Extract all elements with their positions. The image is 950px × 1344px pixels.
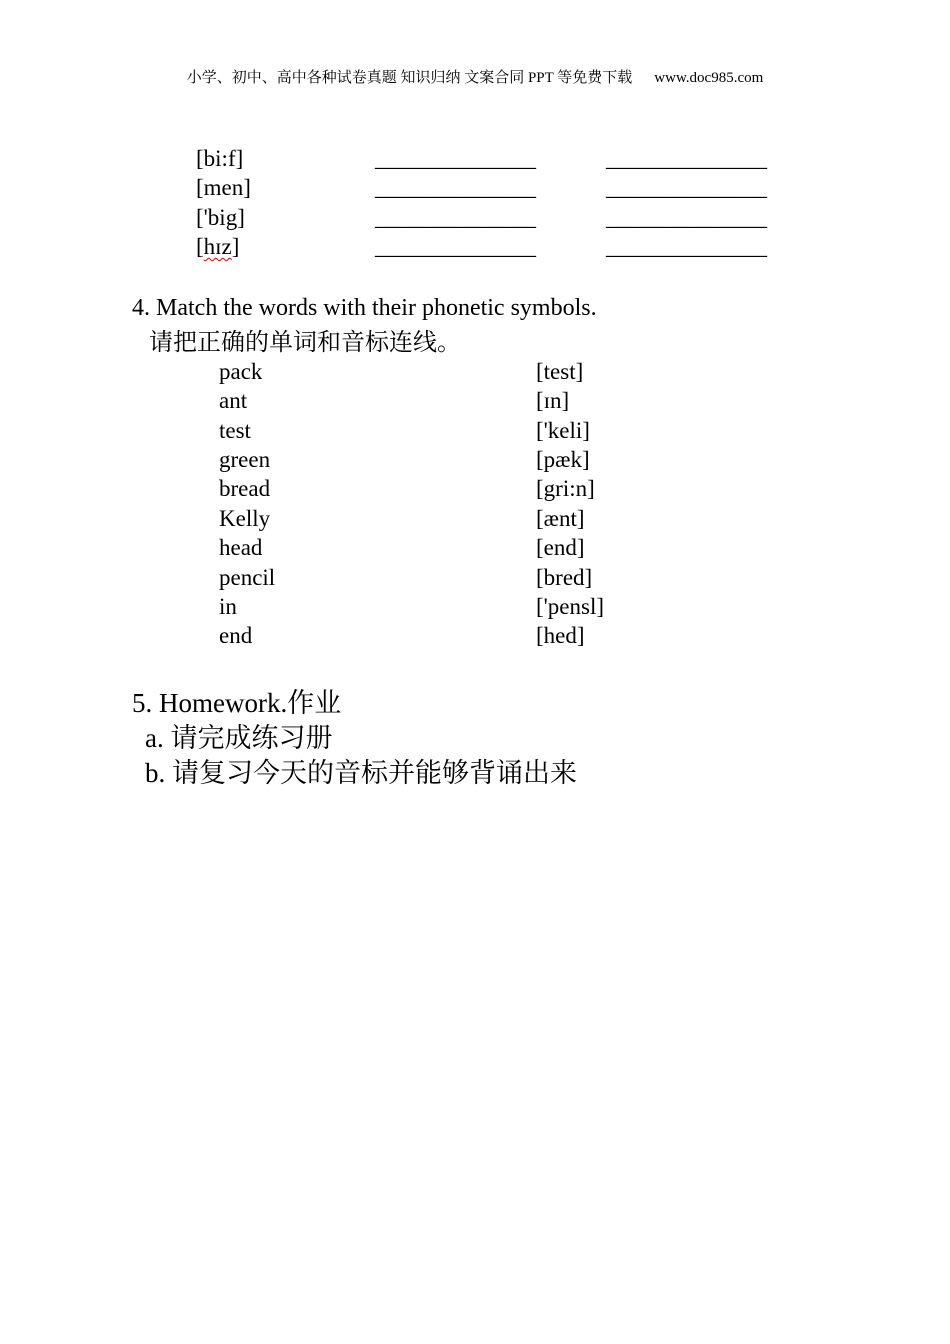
- answer-blank: ______________: [606, 234, 767, 259]
- section-5-title: [132, 686, 341, 721]
- match-row: [219, 621, 639, 650]
- match-ipa: [ɪn]: [536, 388, 570, 413]
- section-4-subtitle: 请把正确的单词和音标连线。: [149, 328, 461, 356]
- match-ipa: ['pensl]: [536, 594, 605, 619]
- phonetic-symbol: [bi:f]: [196, 146, 244, 171]
- page-header: [0, 68, 950, 88]
- match-ipa: ['keli]: [536, 418, 590, 443]
- homework-item: [145, 721, 332, 756]
- match-word: Kelly: [219, 506, 271, 531]
- match-row: [219, 445, 639, 474]
- match-word: pack: [219, 359, 263, 384]
- match-word: test: [219, 418, 251, 443]
- homework-item-text: 请复习今天的音标并能够背诵出来: [172, 758, 577, 789]
- match-ipa: [hed]: [536, 623, 585, 648]
- match-ipa: [gri:n]: [536, 476, 595, 501]
- answer-blank: ______________: [606, 175, 767, 200]
- header-text: 小学、初中、高中各种试卷真题 知识归纳 文案合同 PPT 等免费下载: [186, 70, 633, 86]
- match-row: [219, 563, 639, 592]
- match-ipa: [pæk]: [536, 447, 590, 472]
- match-ipa: [test]: [536, 359, 584, 384]
- section-4-title: 4. Match the words with their phonetic symbols.: [132, 295, 597, 321]
- match-row: [219, 474, 639, 503]
- answer-blank: ______________: [606, 205, 767, 230]
- header-site: www.doc985.com: [654, 70, 764, 86]
- answer-blank: ______________: [375, 175, 536, 200]
- answer-blank: ______________: [375, 146, 536, 171]
- match-word: ant: [219, 388, 248, 413]
- answer-blank: ______________: [375, 234, 536, 259]
- match-row: [219, 592, 639, 621]
- match-word: bread: [219, 476, 271, 501]
- homework-item: [145, 756, 577, 791]
- match-row: [219, 357, 639, 386]
- match-ipa: [end]: [536, 535, 585, 560]
- match-word: pencil: [219, 565, 276, 590]
- match-ipa: [bred]: [536, 565, 593, 590]
- match-row: [219, 533, 639, 562]
- match-row: [219, 386, 639, 415]
- phonetic-symbol: ['big]: [196, 205, 245, 230]
- answer-blank: ______________: [375, 205, 536, 230]
- answer-blank: ______________: [606, 146, 767, 171]
- match-word: head: [219, 535, 263, 560]
- homework-item-label: b.: [145, 758, 172, 788]
- match-row: [219, 416, 639, 445]
- phonetic-symbol: [196, 232, 239, 261]
- match-word: green: [219, 447, 271, 472]
- match-word: end: [219, 623, 253, 648]
- phonetic-symbol: [men]: [196, 175, 251, 200]
- symbol-open: [: [196, 234, 204, 259]
- homework-item-text: 请完成练习册: [170, 723, 333, 754]
- match-row: [219, 504, 639, 533]
- match-ipa: [ænt]: [536, 506, 585, 531]
- symbol-close: ]: [231, 234, 240, 259]
- match-word: in: [219, 594, 237, 619]
- section-5-title-en: 5. Homework.: [132, 688, 288, 718]
- section-5-title-cn: 作业: [287, 688, 342, 719]
- symbol-core: hɪz: [203, 234, 232, 259]
- homework-item-label: a.: [145, 723, 171, 753]
